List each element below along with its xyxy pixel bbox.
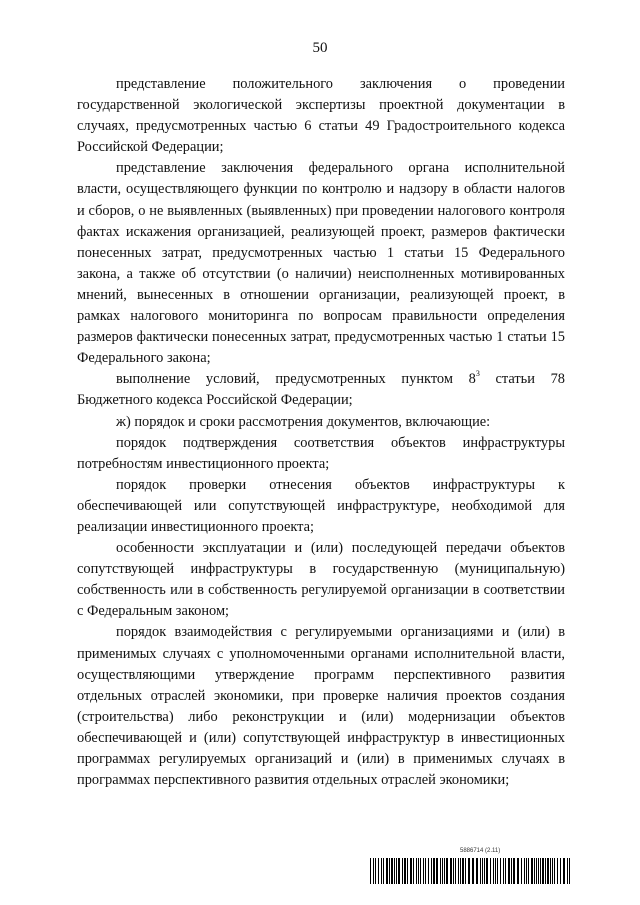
paragraph: особенности эксплуатации и (или) последующей передачи объектов сопутствующей инфраструктуры в государственную (муниципальную) собственность или в собственность регулируемой организации в соответствии с Федеральным законом; [77,540,565,620]
paragraph [77,369,565,411]
paragraph: ж) порядок и сроки рассмотрения документов, включающие: [116,413,491,430]
paragraph: порядок проверки отнесения объектов инфраструктуры к обеспечивающей или сопутствующей инфраструктуре, необходимой для реализации инвестиционного проекта; [77,476,565,535]
paragraph-text: статьи 78 Бюджетного кодекса Российской Федерации; [77,371,565,409]
document-body [77,74,565,791]
paragraph: порядок взаимодействия с регулируемыми организациями и (или) в применимых случаях с уполномоченными органами исполнительной власти, осуществляющими утверждение программ перспективного развития отдельных отраслей экономики, при проверке наличия проектов создания (строительства) либо реконструкции и (или) модернизации объектов обеспечивающей и (или) сопутствующей инфраструктур в инвестиционных программах регулируемых организаций и (или) в применимых случаях в программах перспективного развития отдельных отраслей экономики; [77,624,565,789]
paragraph-text: выполнение условий, предусмотренных пунктом 8 [116,371,476,388]
barcode-label: 5886714 (2.11) [460,848,501,854]
barcode [370,858,572,884]
paragraph: представление положительного заключения о проведении государственной экологической экспертизы проектной документации в случаях, предусмотренных частью 6 статьи 49 Градостроительного кодекса Российской Федерации; [77,76,565,156]
paragraph: представление заключения федерального органа исполнительной власти, осуществляющего функции по контролю и надзору в области налогов и сборов, о не выявленных (выявленных) при проведении налогового контроля фактах искажения организацией, реализующей проект, размеров фактически понесенных затрат, предусмотренных частью 1 статьи 15 Федерального закона, а также об отсутствии (о наличии) неисполненных мотивированных мнений, вынесенных в отношении организации, реализующей проект, в рамках налогового мониторинга по вопросам правильности определения размеров фактически понесенных затрат, предусмотренных частью 1 статьи 15 Федерального закона; [77,160,565,367]
paragraph: порядок подтверждения соответствия объектов инфраструктуры потребностям инвестиционного проекта; [77,434,565,472]
page-number: 50 [312,40,328,56]
superscript: 3 [475,369,480,379]
